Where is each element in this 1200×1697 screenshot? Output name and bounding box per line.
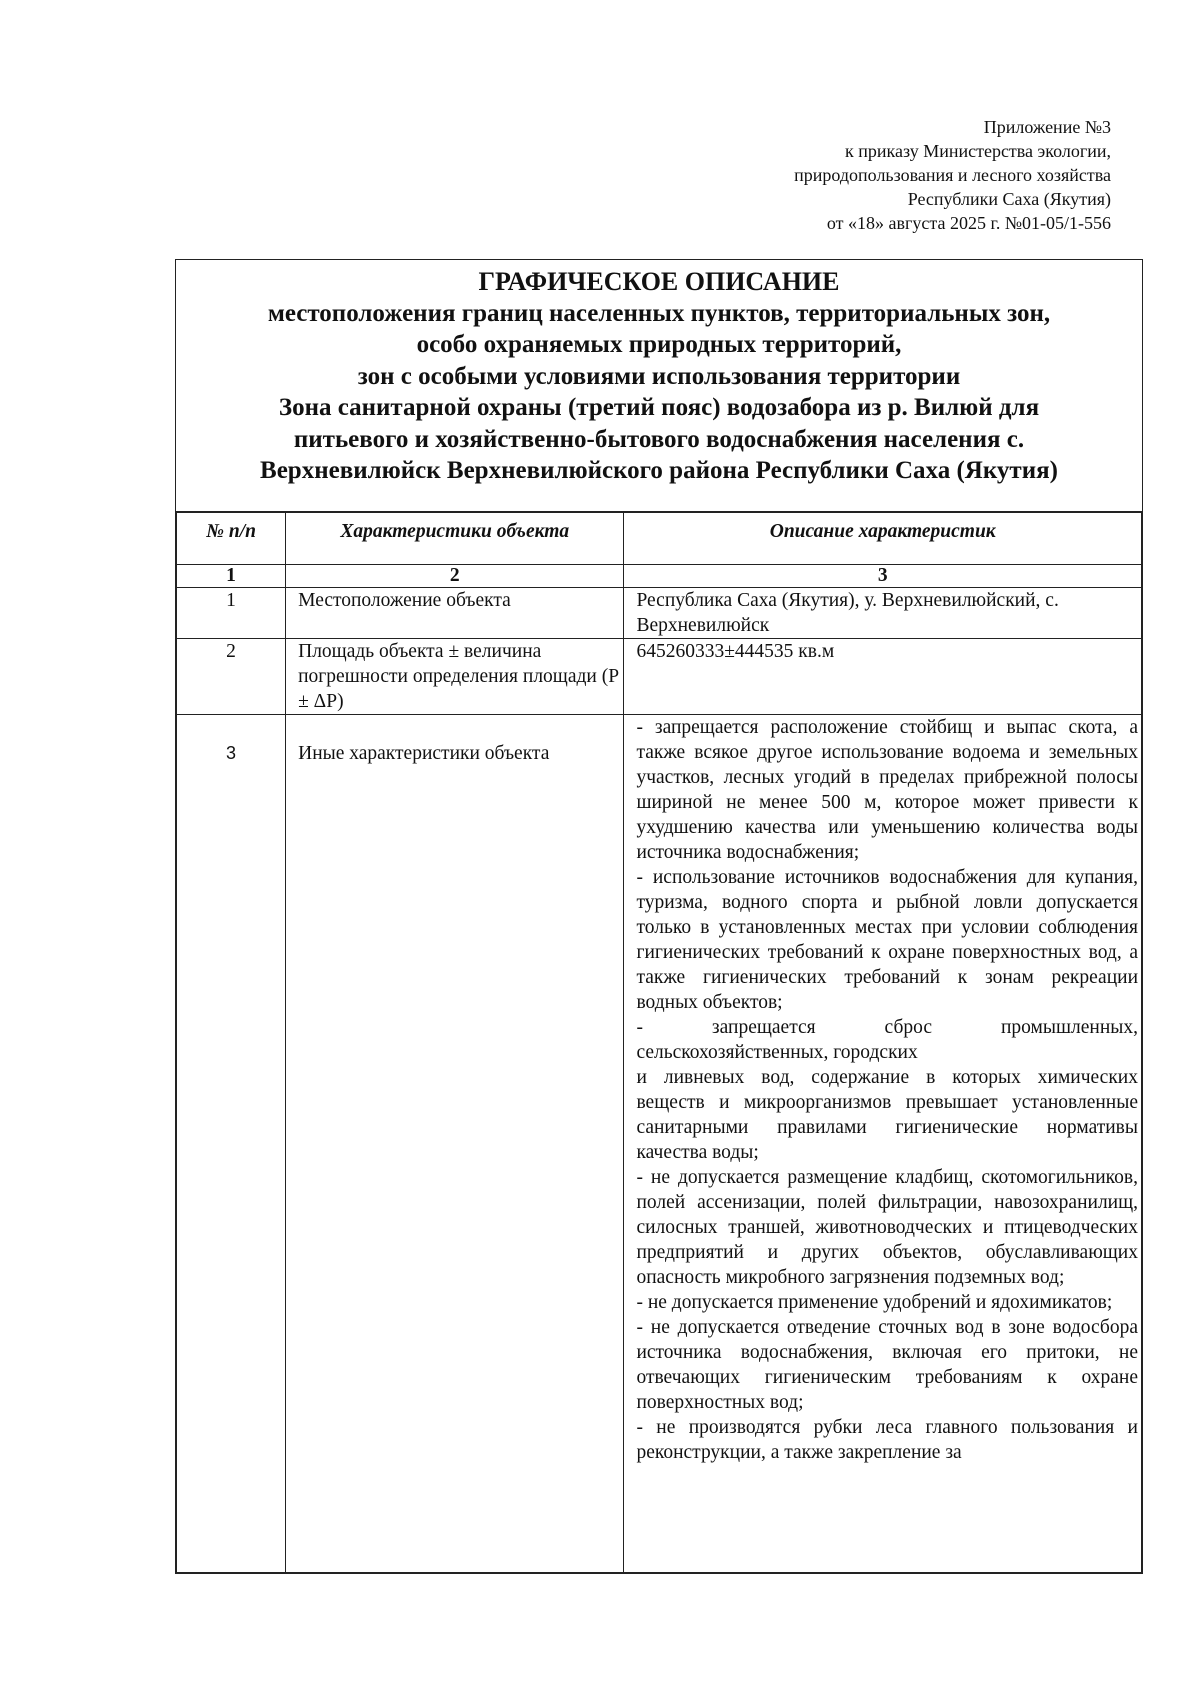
title-main: ГРАФИЧЕСКОЕ ОПИСАНИЕ bbox=[478, 267, 840, 296]
appendix-line: Приложение №3 bbox=[983, 117, 1111, 137]
appendix-line: от «18» августа 2025 г. №01-05/1-556 bbox=[826, 213, 1111, 233]
restriction-item: и ливневых вод, содержание в которых химических веществ и микроорганизмов превышает установленные санитарными правилами гигиенические нормативы качества воды; bbox=[636, 1067, 1138, 1163]
title-line: Верхневилюйск Верхневилюйского района Республики Саха (Якутия) bbox=[260, 457, 1058, 484]
table-header-row bbox=[177, 513, 1142, 565]
row-description: 645260333±444535 кв.м bbox=[624, 639, 1142, 715]
appendix-line: к приказу Министерства экологии, bbox=[844, 141, 1111, 161]
table-row bbox=[177, 588, 1142, 639]
description-frame bbox=[175, 259, 1143, 1574]
header-number: № п/п bbox=[177, 513, 286, 565]
column-number: 3 bbox=[624, 565, 1142, 588]
restriction-item: - не производятся рубки леса главного пользования и реконструкции, а также закрепление за bbox=[636, 1417, 1138, 1463]
column-number: 2 bbox=[286, 565, 624, 588]
header-characteristic: Характеристики объекта bbox=[286, 513, 624, 565]
appendix-line: Республики Саха (Якутия) bbox=[907, 189, 1111, 209]
row-characteristic: Площадь объекта ± величина погрешности определения площади (P ± ΔP) bbox=[286, 639, 624, 715]
title-line: зон с особыми условиями использования территории bbox=[357, 362, 961, 390]
title-line: особо охраняемых природных территорий, bbox=[416, 331, 902, 358]
restriction-item: - не допускается применение удобрений и ядохимикатов; bbox=[636, 1292, 1113, 1313]
restrictions-list bbox=[636, 715, 1138, 1465]
characteristics-table bbox=[176, 512, 1142, 1573]
document-title bbox=[176, 260, 1142, 512]
appendix-reference bbox=[591, 115, 1111, 235]
restriction-item: - запрещается сброс промышленных, сельскохозяйственных, городских bbox=[636, 1017, 1138, 1063]
restriction-item: - не допускается размещение кладбищ, скотомогильников, полей ассенизации, полей фильтрации, навозохранилищ, силосных траншей, животноводческих и птицеводческих предприятий и других объектов, обуславливающих опасность микробного загрязнения подземных вод; bbox=[636, 1167, 1138, 1288]
appendix-line: природопользования и лесного хозяйства bbox=[794, 165, 1111, 185]
restriction-item: - не допускается отведение сточных вод в зоне водосбора источника водоснабжения, включая его притоки, не отвечающих гигиеническим требованиям к охране поверхностных вод; bbox=[636, 1317, 1138, 1413]
row-characteristic: Местоположение объекта bbox=[286, 588, 624, 639]
title-line: Зона санитарной охраны (третий пояс) водозабора из р. Вилюй для bbox=[278, 394, 1040, 421]
table-row bbox=[177, 715, 1142, 1573]
row-description: Республика Саха (Якутия), у. Верхневилюйский, с. Верхневилюйск bbox=[624, 588, 1142, 639]
row-number: 3 bbox=[226, 743, 237, 763]
column-number-row bbox=[177, 565, 1142, 588]
row-number: 2 bbox=[177, 639, 286, 715]
title-line: питьевого и хозяйственно-бытового водоснабжения населения с. bbox=[293, 425, 1025, 453]
table-row bbox=[177, 639, 1142, 715]
header-description: Описание характеристик bbox=[624, 513, 1142, 565]
column-number: 1 bbox=[177, 565, 286, 588]
restriction-item: - запрещается расположение стойбищ и выпас скота, а также всякое другое использование водоема и земельных участков, лесных угодий в пределах прибрежной полосы шириной не менее 500 м, которое может привести к ухудшению качества или уменьшению количества воды источника водоснабжения; bbox=[636, 717, 1138, 863]
title-line: местоположения границ населенных пунктов, территориальных зон, bbox=[267, 299, 1051, 327]
row-characteristic: Иные характеристики объекта bbox=[298, 743, 550, 764]
restriction-item: - использование источников водоснабжения для купания, туризма, водного спорта и рыбной ловли допускается только в установленных местах при условии соблюдения гигиенических требований к охране поверхностных вод, а также гигиенических требований к зонам рекреации водных объектов; bbox=[636, 867, 1138, 1013]
row-number: 1 bbox=[177, 588, 286, 639]
